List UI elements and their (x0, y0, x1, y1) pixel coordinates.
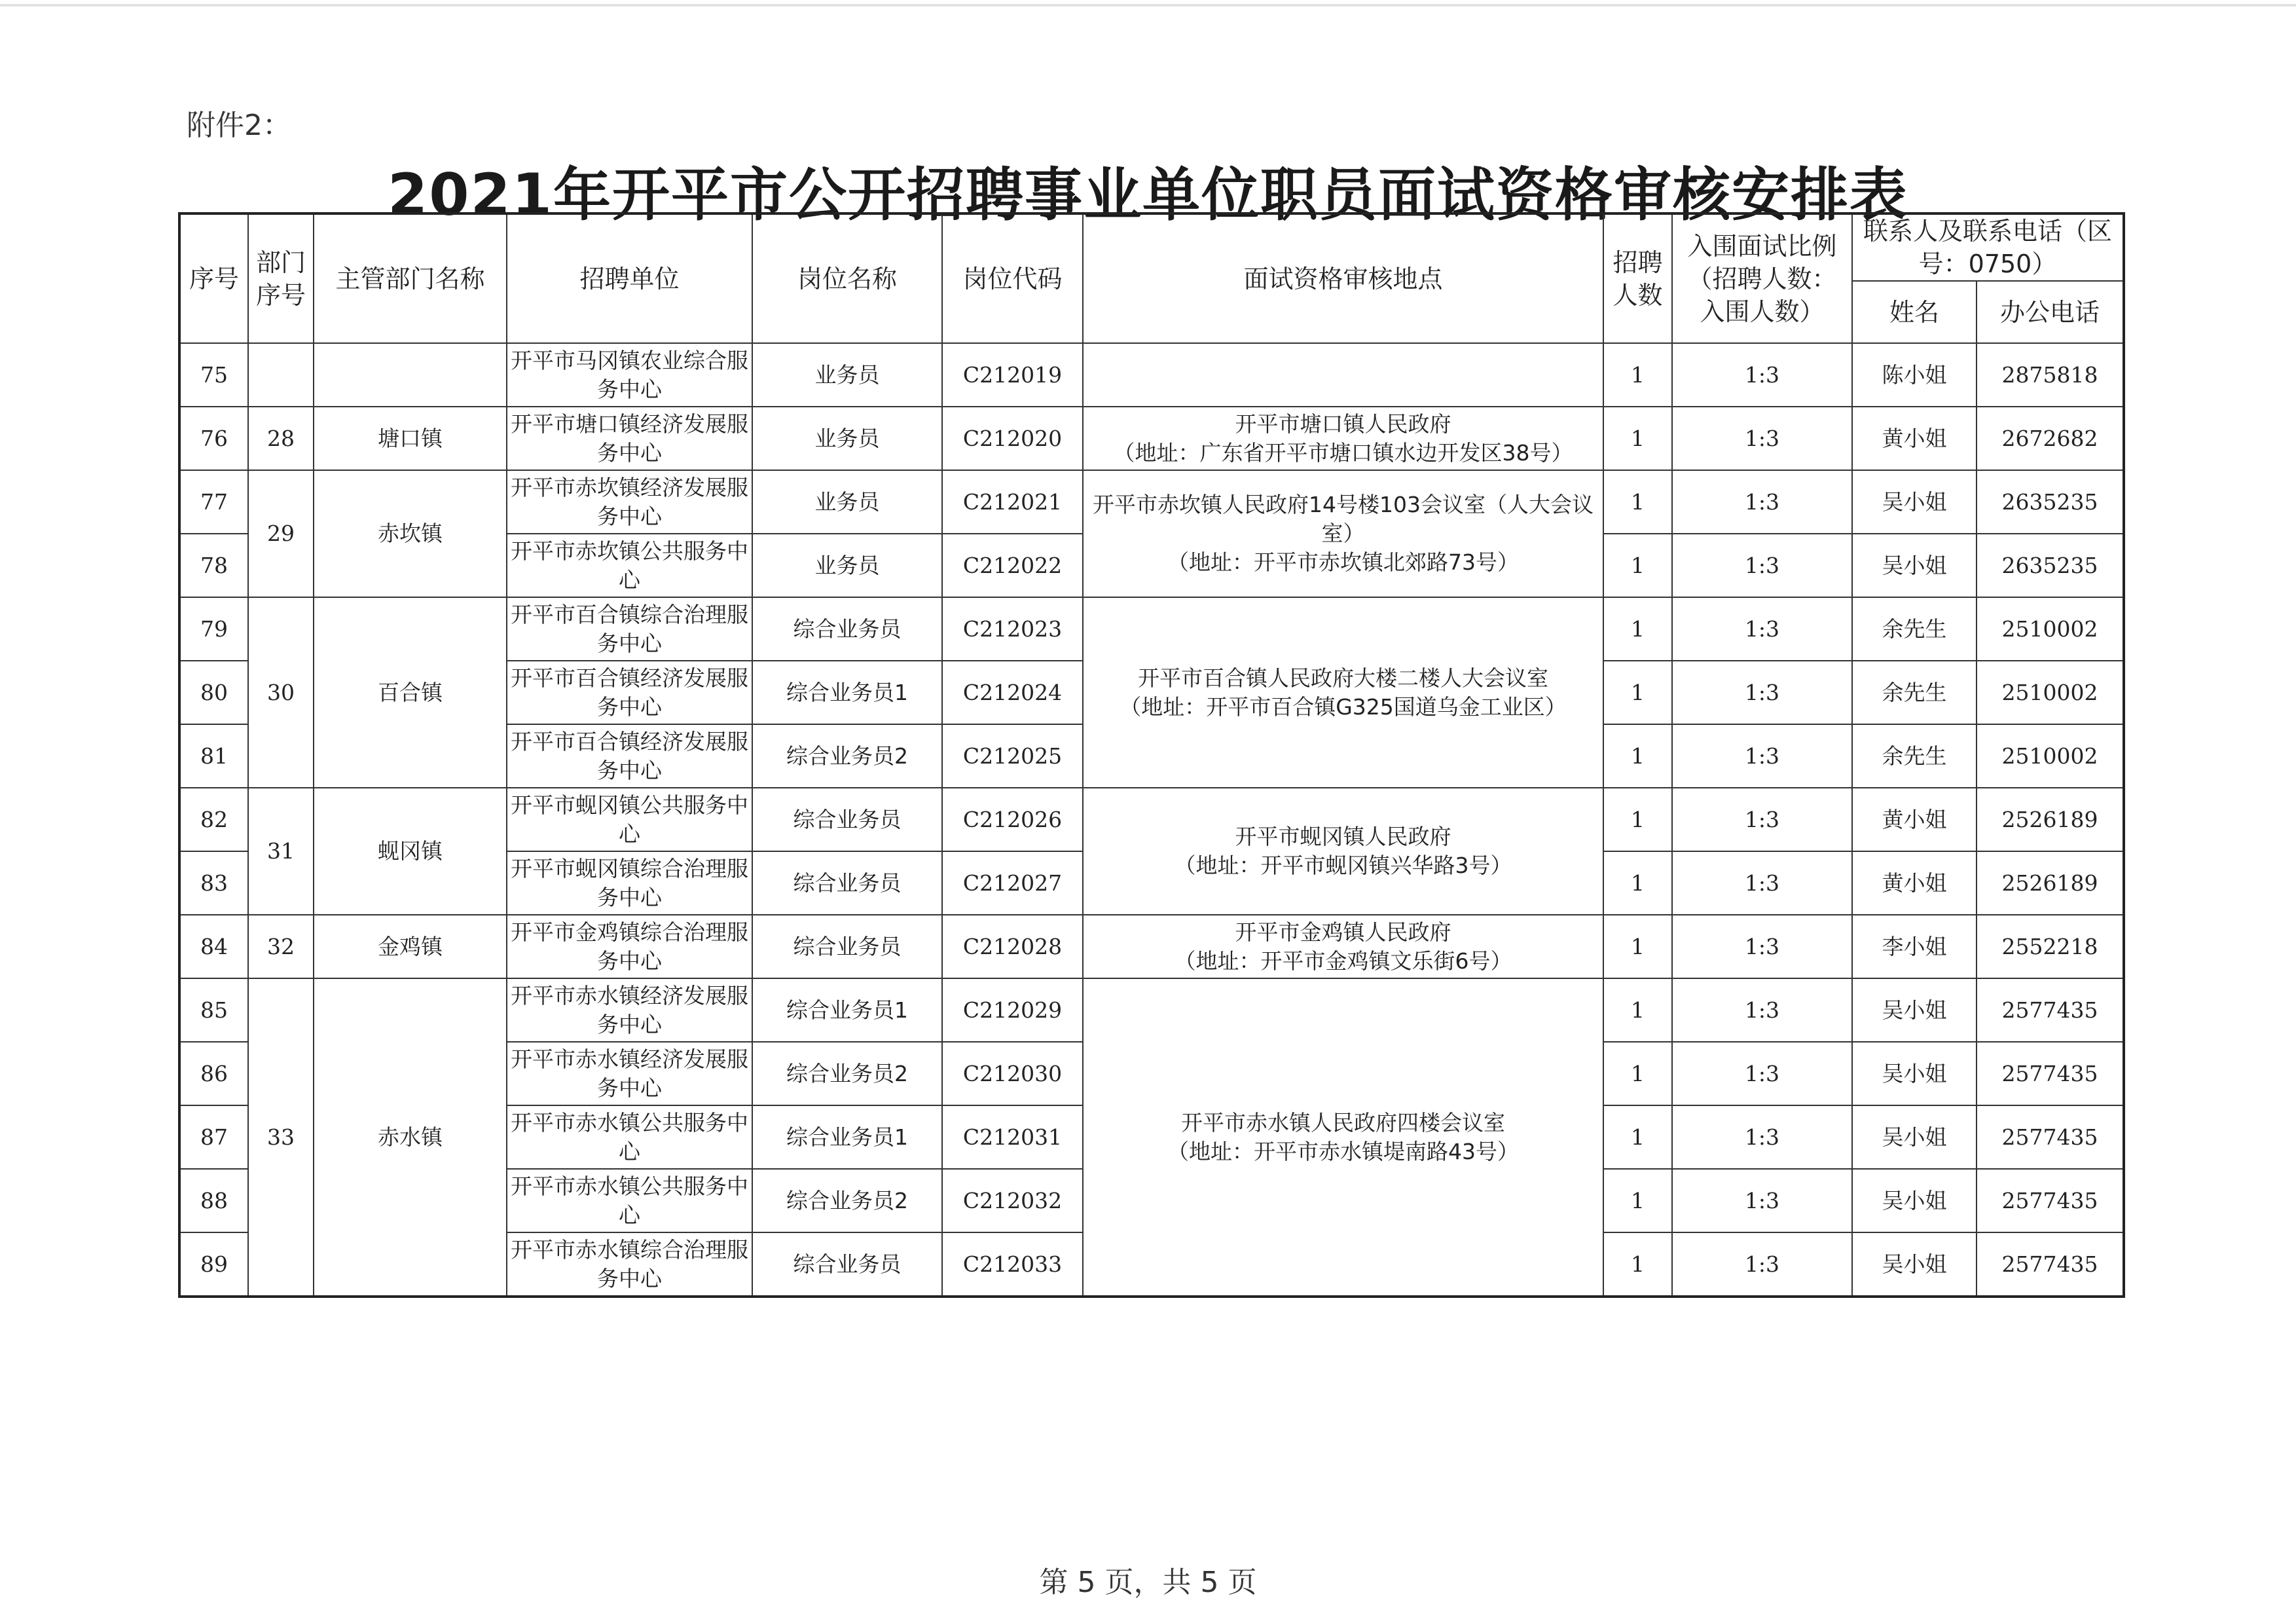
location-address: （地址：开平市赤坎镇北郊路73号） (1167, 549, 1519, 575)
cell-contact-name: 李小姐 (1852, 915, 1977, 978)
cell-count: 1 (1603, 1042, 1672, 1105)
cell-phone: 2577435 (1977, 1232, 2124, 1297)
cell-count: 1 (1603, 724, 1672, 788)
cell-dept-seq: 32 (248, 915, 314, 978)
cell-seq: 75 (179, 343, 248, 407)
cell-dept-seq: 29 (248, 470, 314, 597)
cell-dept-name: 蚬冈镇 (314, 788, 507, 915)
attachment-label: 附件2： (187, 109, 291, 142)
cell-ratio: 1:3 (1672, 788, 1852, 851)
cell-seq: 84 (179, 915, 248, 978)
table-row (179, 915, 2124, 978)
cell-position: 综合业务员1 (752, 661, 942, 724)
cell-ratio: 1:3 (1672, 915, 1852, 978)
col-header-code: 岗位代码 (942, 213, 1083, 343)
table-row (179, 470, 2124, 534)
location-name: 开平市百合镇人民政府大楼二楼人大会议室 (1138, 665, 1548, 691)
cell-dept-seq: 30 (248, 597, 314, 788)
cell-phone: 2552218 (1977, 915, 2124, 978)
cell-seq: 76 (179, 407, 248, 470)
cell-phone: 2875818 (1977, 343, 2124, 407)
cell-phone: 2526189 (1977, 788, 2124, 851)
cell-dept-name: 金鸡镇 (314, 915, 507, 978)
cell-unit: 开平市金鸡镇综合治理服务中心 (507, 915, 752, 978)
cell-ratio: 1:3 (1672, 534, 1852, 597)
cell-seq: 77 (179, 470, 248, 534)
cell-dept-seq: 31 (248, 788, 314, 915)
cell-contact-name: 陈小姐 (1852, 343, 1977, 407)
cell-dept-name: 百合镇 (314, 597, 507, 788)
cell-code: C212027 (942, 851, 1083, 915)
cell-count: 1 (1603, 1232, 1672, 1297)
cell-dept-name: 塘口镇 (314, 407, 507, 470)
scan-edge-line (0, 4, 2296, 7)
col-header-contact-group: 联系人及联系电话（区号：0750） (1852, 213, 2124, 281)
cell-seq: 78 (179, 534, 248, 597)
cell-position: 综合业务员1 (752, 1105, 942, 1169)
table-row (179, 788, 2124, 851)
cell-code: C212030 (942, 1042, 1083, 1105)
cell-seq: 79 (179, 597, 248, 661)
cell-unit: 开平市百合镇经济发展服务中心 (507, 724, 752, 788)
cell-position: 业务员 (752, 343, 942, 407)
cell-contact-name: 余先生 (1852, 724, 1977, 788)
cell-position: 业务员 (752, 534, 942, 597)
location-address: （地址：开平市蚬冈镇兴华路3号） (1174, 853, 1512, 878)
cell-code: C212033 (942, 1232, 1083, 1297)
cell-contact-name: 黄小姐 (1852, 788, 1977, 851)
cell-contact-name: 吴小姐 (1852, 470, 1977, 534)
col-header-dept-seq: 部门序号 (248, 213, 314, 343)
cell-count: 1 (1603, 915, 1672, 978)
cell-phone: 2510002 (1977, 661, 2124, 724)
cell-position: 综合业务员 (752, 851, 942, 915)
cell-code: C212028 (942, 915, 1083, 978)
cell-ratio: 1:3 (1672, 1232, 1852, 1297)
header-row (179, 213, 2124, 281)
cell-position: 业务员 (752, 407, 942, 470)
cell-contact-name: 吴小姐 (1852, 978, 1977, 1042)
cell-seq: 89 (179, 1232, 248, 1297)
cell-dept-seq (248, 343, 314, 407)
cell-code: C212031 (942, 1105, 1083, 1169)
cell-count: 1 (1603, 343, 1672, 407)
cell-unit: 开平市百合镇经济发展服务中心 (507, 661, 752, 724)
cell-count: 1 (1603, 407, 1672, 470)
location-name: 开平市塘口镇人民政府 (1235, 411, 1451, 437)
cell-phone: 2526189 (1977, 851, 2124, 915)
cell-seq: 81 (179, 724, 248, 788)
cell-position: 综合业务员 (752, 1232, 942, 1297)
cell-location (1083, 470, 1603, 597)
cell-ratio: 1:3 (1672, 661, 1852, 724)
cell-dept-name: 赤坎镇 (314, 470, 507, 597)
cell-phone: 2672682 (1977, 407, 2124, 470)
table-row (179, 978, 2124, 1042)
cell-seq: 87 (179, 1105, 248, 1169)
cell-code: C212019 (942, 343, 1083, 407)
cell-ratio: 1:3 (1672, 1042, 1852, 1105)
col-header-location: 面试资格审核地点 (1083, 213, 1603, 343)
cell-count: 1 (1603, 1169, 1672, 1232)
cell-unit: 开平市塘口镇经济发展服务中心 (507, 407, 752, 470)
cell-ratio: 1:3 (1672, 978, 1852, 1042)
table-row (179, 597, 2124, 661)
cell-location (1083, 343, 1603, 407)
cell-ratio: 1:3 (1672, 407, 1852, 470)
cell-ratio: 1:3 (1672, 1169, 1852, 1232)
cell-count: 1 (1603, 597, 1672, 661)
cell-ratio: 1:3 (1672, 343, 1852, 407)
cell-ratio: 1:3 (1672, 597, 1852, 661)
cell-unit: 开平市赤水镇经济发展服务中心 (507, 978, 752, 1042)
cell-unit: 开平市蚬冈镇综合治理服务中心 (507, 851, 752, 915)
cell-contact-name: 吴小姐 (1852, 1042, 1977, 1105)
cell-code: C212024 (942, 661, 1083, 724)
col-header-contact-name: 姓名 (1852, 281, 1977, 343)
cell-contact-name: 吴小姐 (1852, 1232, 1977, 1297)
cell-code: C212026 (942, 788, 1083, 851)
cell-position: 综合业务员2 (752, 1169, 942, 1232)
cell-code: C212022 (942, 534, 1083, 597)
cell-contact-name: 黄小姐 (1852, 407, 1977, 470)
cell-count: 1 (1603, 470, 1672, 534)
cell-unit: 开平市蚬冈镇公共服务中心 (507, 788, 752, 851)
cell-phone: 2635235 (1977, 470, 2124, 534)
location-address: （地址：开平市百合镇G325国道乌金工业区） (1120, 693, 1567, 720)
cell-contact-name: 吴小姐 (1852, 1105, 1977, 1169)
cell-unit: 开平市马冈镇农业综合服务中心 (507, 343, 752, 407)
cell-ratio: 1:3 (1672, 724, 1852, 788)
cell-unit: 开平市赤坎镇经济发展服务中心 (507, 470, 752, 534)
cell-seq: 86 (179, 1042, 248, 1105)
cell-contact-name: 余先生 (1852, 597, 1977, 661)
location-name: 开平市蚬冈镇人民政府 (1235, 824, 1451, 849)
cell-count: 1 (1603, 978, 1672, 1042)
cell-location (1083, 788, 1603, 915)
cell-dept-seq: 33 (248, 978, 314, 1297)
col-header-phone: 办公电话 (1977, 281, 2124, 343)
cell-phone: 2577435 (1977, 978, 2124, 1042)
col-header-position: 岗位名称 (752, 213, 942, 343)
location-name: 开平市赤水镇人民政府四楼会议室 (1181, 1109, 1505, 1135)
cell-count: 1 (1603, 661, 1672, 724)
cell-code: C212023 (942, 597, 1083, 661)
location-name: 开平市赤坎镇人民政府14号楼103会议室（人大会议室） (1093, 492, 1594, 546)
cell-position: 综合业务员2 (752, 1042, 942, 1105)
cell-ratio: 1:3 (1672, 1105, 1852, 1169)
cell-seq: 82 (179, 788, 248, 851)
cell-seq: 85 (179, 978, 248, 1042)
col-header-count: 招聘人数 (1603, 213, 1672, 343)
table-row (179, 407, 2124, 470)
cell-seq: 88 (179, 1169, 248, 1232)
cell-location (1083, 978, 1603, 1297)
cell-dept-seq: 28 (248, 407, 314, 470)
schedule-table (178, 212, 2125, 1298)
cell-contact-name: 余先生 (1852, 661, 1977, 724)
cell-location (1083, 915, 1603, 978)
cell-phone: 2635235 (1977, 534, 2124, 597)
cell-position: 综合业务员 (752, 597, 942, 661)
col-header-ratio: 入围面试比例（招聘人数：入围人数） (1672, 213, 1852, 343)
page-footer: 第 5 页，共 5 页 (1039, 1566, 1257, 1599)
cell-code: C212025 (942, 724, 1083, 788)
cell-count: 1 (1603, 851, 1672, 915)
cell-position: 综合业务员2 (752, 724, 942, 788)
cell-ratio: 1:3 (1672, 470, 1852, 534)
cell-dept-name: 赤水镇 (314, 978, 507, 1297)
cell-unit: 开平市赤水镇公共服务中心 (507, 1169, 752, 1232)
document-title: 2021年开平市公开招聘事业单位职员面试资格审核安排表 (388, 161, 1908, 229)
cell-seq: 80 (179, 661, 248, 724)
cell-code: C212021 (942, 470, 1083, 534)
cell-position: 业务员 (752, 470, 942, 534)
cell-phone: 2577435 (1977, 1105, 2124, 1169)
cell-ratio: 1:3 (1672, 851, 1852, 915)
cell-location (1083, 597, 1603, 788)
location-address: （地址：广东省开平市塘口镇水边开发区38号） (1113, 439, 1573, 466)
location-address: （地址：开平市金鸡镇文乐街6号） (1174, 948, 1512, 974)
cell-unit: 开平市百合镇综合治理服务中心 (507, 597, 752, 661)
location-name: 开平市金鸡镇人民政府 (1235, 919, 1451, 945)
cell-code: C212020 (942, 407, 1083, 470)
cell-phone: 2577435 (1977, 1169, 2124, 1232)
cell-count: 1 (1603, 534, 1672, 597)
cell-unit: 开平市赤坎镇公共服务中心 (507, 534, 752, 597)
cell-code: C212032 (942, 1169, 1083, 1232)
col-header-unit: 招聘单位 (507, 213, 752, 343)
cell-phone: 2577435 (1977, 1042, 2124, 1105)
cell-seq: 83 (179, 851, 248, 915)
cell-phone: 2510002 (1977, 724, 2124, 788)
col-header-dept-name: 主管部门名称 (314, 213, 507, 343)
cell-count: 1 (1603, 788, 1672, 851)
cell-location (1083, 407, 1603, 470)
table-row (179, 343, 2124, 407)
cell-unit: 开平市赤水镇综合治理服务中心 (507, 1232, 752, 1297)
cell-contact-name: 吴小姐 (1852, 534, 1977, 597)
col-header-seq: 序号 (179, 213, 248, 343)
cell-count: 1 (1603, 1105, 1672, 1169)
cell-contact-name: 黄小姐 (1852, 851, 1977, 915)
cell-dept-name (314, 343, 507, 407)
cell-position: 综合业务员1 (752, 978, 942, 1042)
cell-position: 综合业务员 (752, 788, 942, 851)
cell-phone: 2510002 (1977, 597, 2124, 661)
cell-position: 综合业务员 (752, 915, 942, 978)
cell-unit: 开平市赤水镇经济发展服务中心 (507, 1042, 752, 1105)
cell-contact-name: 吴小姐 (1852, 1169, 1977, 1232)
cell-code: C212029 (942, 978, 1083, 1042)
location-address: （地址：开平市赤水镇堤南路43号） (1167, 1138, 1519, 1164)
cell-unit: 开平市赤水镇公共服务中心 (507, 1105, 752, 1169)
